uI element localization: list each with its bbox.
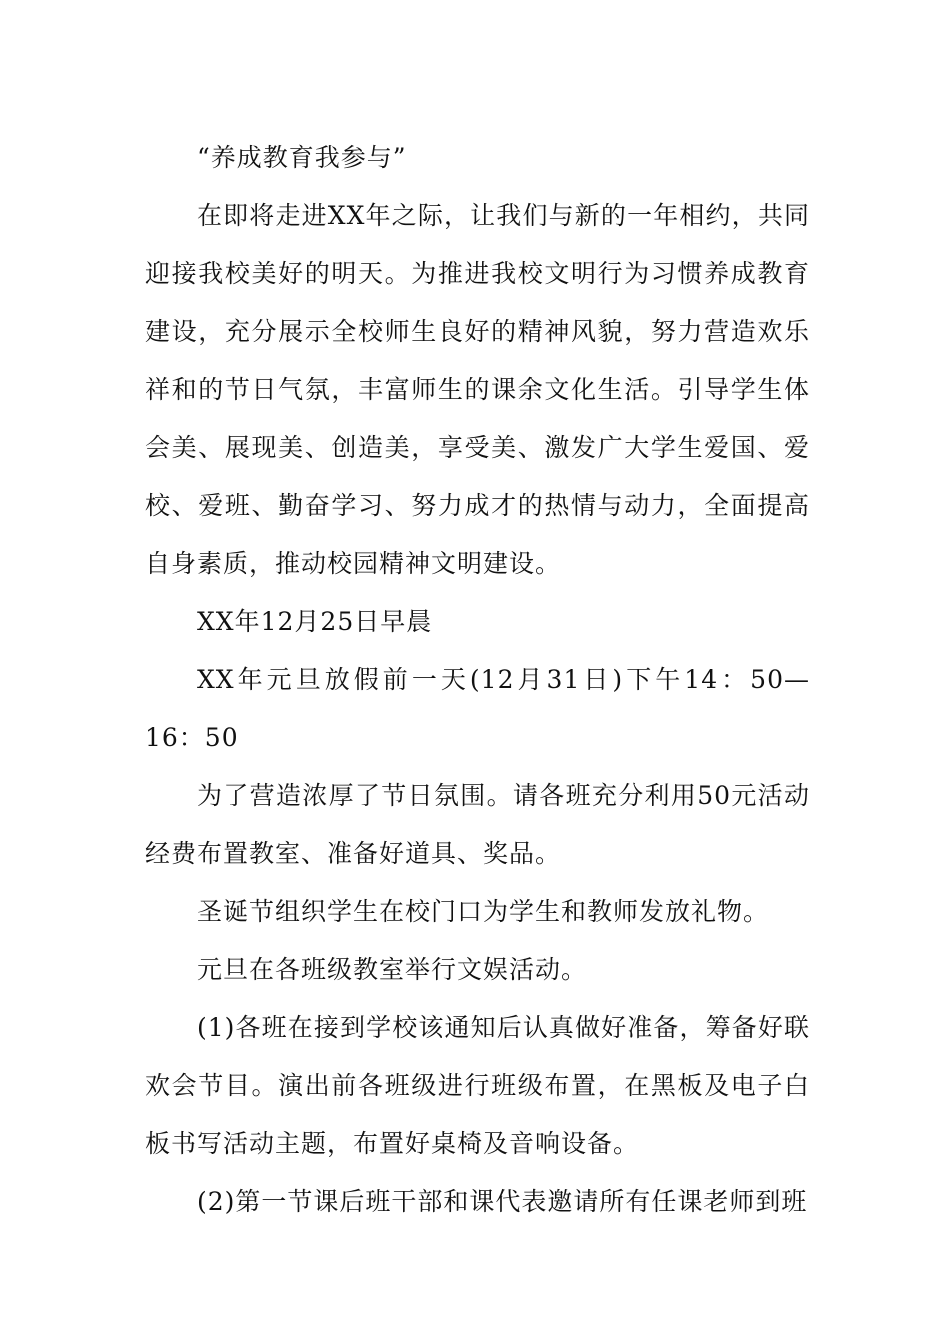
paragraph-date-morning: XX年12月25日早晨 [197,607,433,636]
paragraph-intro: 在即将走进XX年之际，让我们与新的一年相约，共同迎接我校美好的明天。为推进我校文明行为习惯养成教育建设，充分展示全校师生良好的精神风貌，努力营造欢乐祥和的节日气氛，丰富师生的课余文化生活。引导学生体会美、展现美、创造美，享受美、激发广大学生爱国、爱校、爱班、勤奋学习、努力成才的热情与动力，全面提高自身素质，推动校园精神文明建设。 [145,201,810,578]
document-title: “养成教育我参与” [197,143,407,172]
paragraph-step-1: (1)各班在接到学校该通知后认真做好准备，筹备好联欢会节目。演出前各班级进行班级布置，在黑板及电子白板书写活动主题，布置好桌椅及音响设备。 [145,1013,810,1158]
paragraph-step-2: (2)第一节课后班干部和课代表邀请所有任课老师到班 [197,1187,808,1216]
paragraph-time-afternoon: XX年元旦放假前一天(12月31日)下午14：50—16：50 [145,665,810,752]
paragraph-christmas: 圣诞节组织学生在校门口为学生和教师发放礼物。 [197,897,770,926]
paragraph-new-year: 元旦在各班级教室举行文娱活动。 [197,955,588,984]
paragraph-decoration: 为了营造浓厚了节日氛围。请各班充分利用50元活动经费布置教室、准备好道具、奖品。 [145,781,810,868]
document-body [145,129,810,1231]
